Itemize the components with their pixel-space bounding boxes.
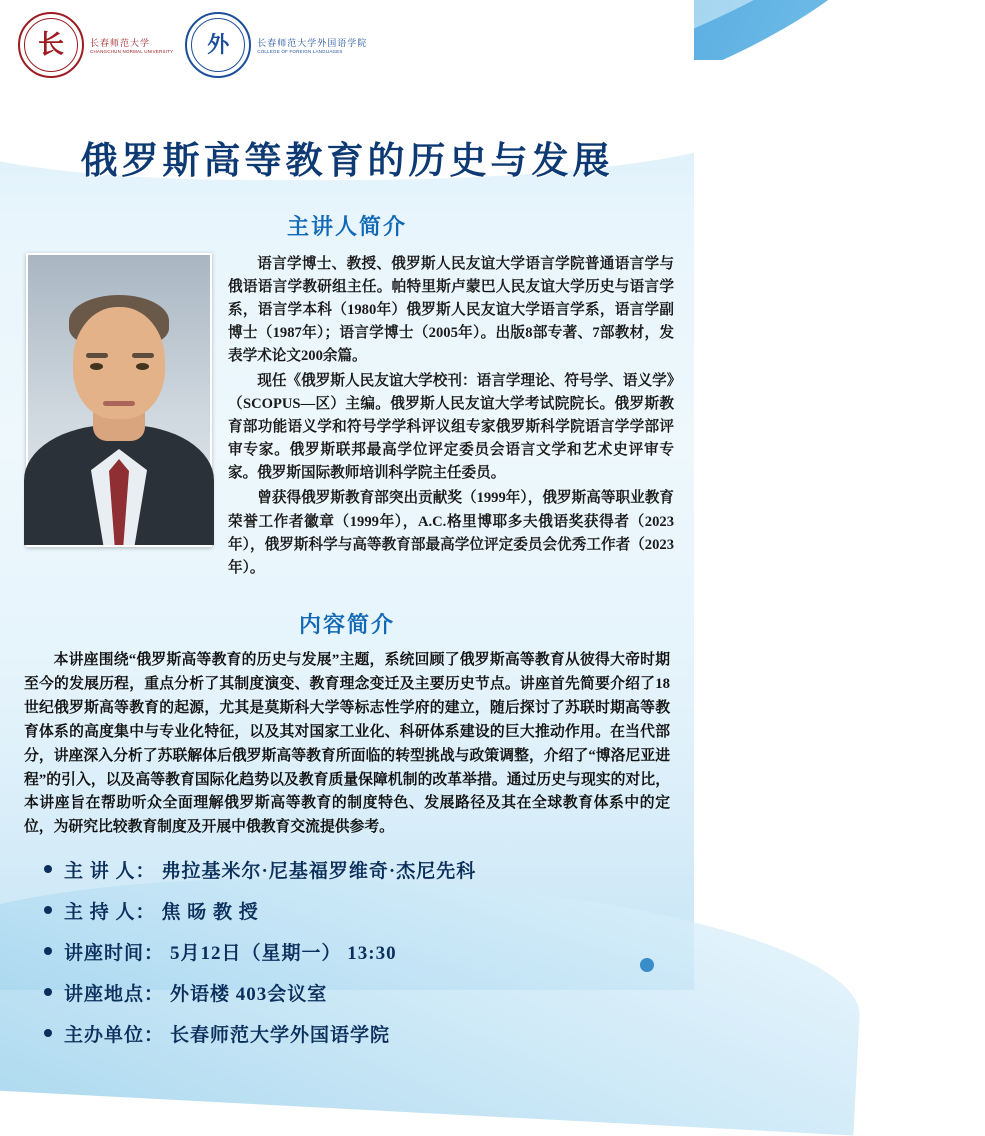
event-details-list	[44, 856, 694, 1047]
detail-label: 主 讲 人：	[64, 861, 156, 883]
speaker-bio	[228, 253, 674, 582]
portrait-mouth	[103, 401, 135, 406]
university-name-en: CHANGCHUN NORMAL UNIVERSITY	[90, 49, 174, 54]
bullet-icon	[44, 865, 52, 873]
detail-value: 弗拉基米尔·尼基福罗维奇·杰尼先科	[161, 861, 477, 883]
college-name-cn: 长春师范大学外国语学院	[257, 38, 368, 48]
list-item	[44, 1020, 694, 1047]
list-item	[44, 938, 694, 965]
speaker-bio-paragraph: 曾获得俄罗斯教育部突出贡献奖（1999年），俄罗斯高等职业教育荣誉工作者徽章（1999年），A.C.格里博耶多夫俄语奖获得者（2023年），俄罗斯科学与高等教育部最高学位评定委员会优秀工作者（2023年）。	[228, 490, 674, 576]
detail-label: 主办单位：	[64, 1025, 165, 1047]
bullet-icon	[44, 1029, 52, 1037]
detail-value: 长春师范大学外国语学院	[170, 1025, 391, 1047]
content-intro-text: 本讲座围绕“俄罗斯高等教育的历史与发展”主题，系统回顾了俄罗斯高等教育从彼得大帝时期至今的发展历程，重点分析了其制度演变、教育理念变迁及主要历史节点。讲座首先简要介绍了18世纪俄罗斯高等教育的起源，尤其是莫斯科大学等标志性学府的建立，随后探讨了苏联时期高等教育体系的高度集中与专业化特征，以及其对国家工业化、科研体系建设的巨大推动作用。在当代部分，讲座深入分析了苏联解体后俄罗斯高等教育所面临的转型挑战与政策调整，介绍了“博洛尼亚进程”的引入，以及高等教育国际化趋势以及教育质量保障机制的改革举措。通过历史与现实的对比，本讲座旨在帮助听众全面理解俄罗斯高等教育的制度特色、发展路径及其在全球教育体系中的定位，为研究比较教育制度及开展中俄教育交流提供参考。	[24, 651, 670, 836]
bullet-icon	[44, 947, 52, 955]
detail-label: 讲座时间：	[64, 943, 165, 965]
university-name-cn: 长春师范大学	[90, 38, 151, 48]
detail-value: 5月12日（星期一） 13:30	[170, 943, 397, 965]
portrait-eye-right	[136, 363, 149, 370]
speaker-section-heading: 主讲人简介	[286, 214, 407, 239]
list-item	[44, 856, 694, 883]
list-item	[44, 897, 694, 924]
content-section-heading: 内容简介	[298, 611, 395, 637]
detail-label: 主 持 人：	[64, 902, 156, 924]
page-title: 俄罗斯高等教育的历史与发展	[80, 141, 614, 182]
detail-label: 讲座地点：	[64, 984, 165, 1006]
detail-value: 焦 旸 教 授	[161, 902, 259, 924]
speaker-bio-paragraph: 现任《俄罗斯人民友谊大学校刊：语言学理论、符号学、语义学》（SCOPUS—区）主编。俄罗斯人民友谊大学考试院院长。俄罗斯教育部功能语义学和符号学学科评议组专家俄罗斯科学院语言学学部评审专家。俄罗斯联邦最高学位评定委员会语言文学和艺术史评审专家。俄罗斯国际教师培训科学院主任委员。	[228, 373, 674, 482]
portrait-eye-left	[90, 363, 103, 370]
detail-value: 外语楼 403会议室	[170, 984, 328, 1006]
bullet-icon	[44, 906, 52, 914]
bullet-icon	[44, 988, 52, 996]
college-name-en: COLLEGE OF FOREIGN LANGUAGES	[257, 49, 343, 54]
portrait-brow-left	[86, 353, 108, 358]
list-item	[44, 979, 694, 1006]
sparkle-star-icon: ✦	[620, 76, 642, 106]
speaker-bio-paragraph: 语言学博士、教授、俄罗斯人民友谊大学语言学院普通语言学与俄语语言学教研组主任。帕特里斯卢蒙巴人民友谊大学历史与语言学系，语言学本科（1980年）俄罗斯人民友谊大学语言学系，语言学副博士（1987年）；语言学博士（2005年）。出版8部专著、7部教材，发表学术论文200余篇。	[228, 256, 674, 365]
seal-glyph: 长	[37, 30, 64, 59]
portrait-brow-right	[132, 353, 154, 358]
speaker-block	[26, 253, 674, 582]
speaker-portrait	[26, 253, 212, 547]
seal-glyph: 外	[207, 32, 230, 57]
